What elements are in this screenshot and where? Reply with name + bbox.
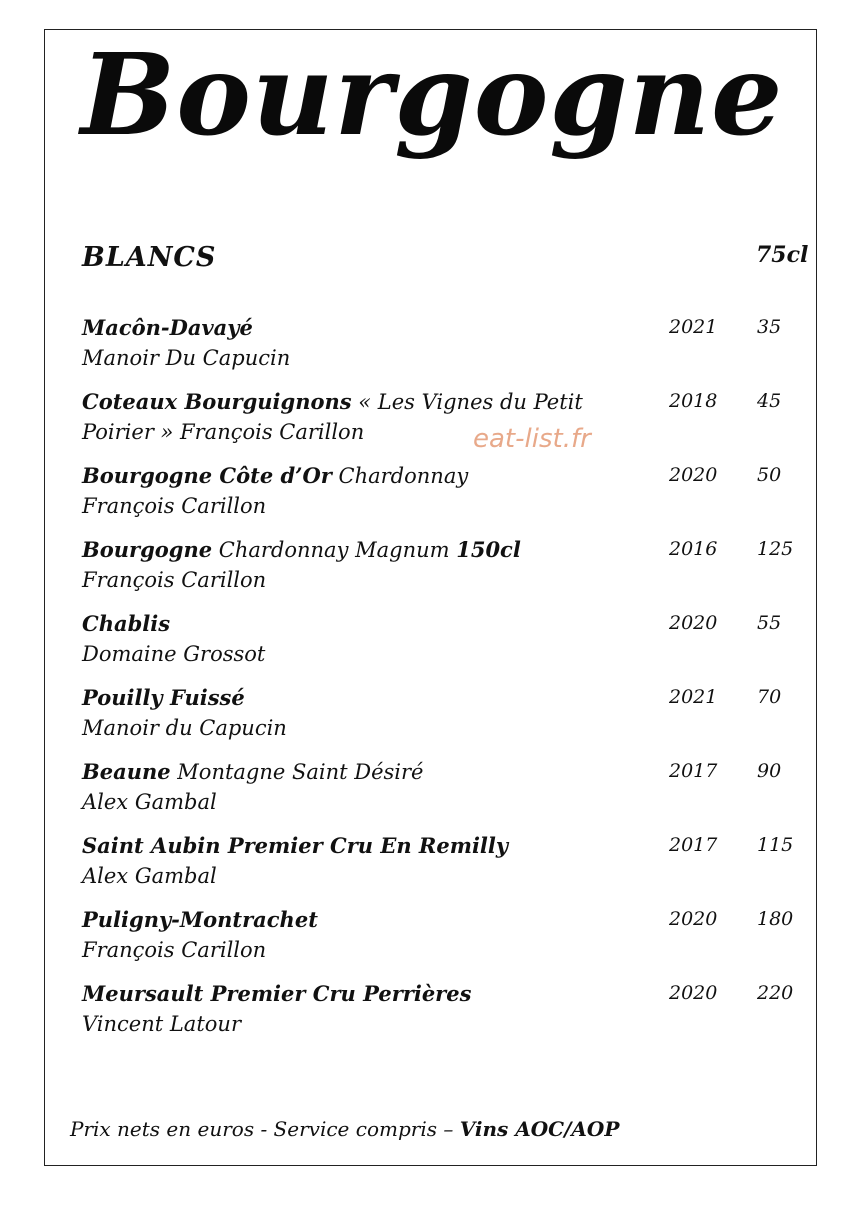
wine-name: Saint Aubin Premier Cru En Remilly bbox=[82, 833, 509, 858]
wine-name: Puligny-Montrachet bbox=[82, 907, 318, 932]
wine-producer: Poirier » François Carillon bbox=[82, 420, 365, 444]
wine-year: 2020 bbox=[669, 464, 718, 486]
wine-name: Bourgogne Côte d’Or Chardonnay bbox=[82, 463, 469, 488]
wine-name: Beaune Montagne Saint Désiré bbox=[82, 759, 424, 784]
footer-note: Prix nets en euros - Service compris – Vins AOC/AOP bbox=[70, 1117, 620, 1141]
wine-row bbox=[82, 608, 812, 678]
wine-name: Coteaux Bourguignons « Les Vignes du Petit bbox=[82, 389, 583, 414]
wine-producer: Alex Gambal bbox=[82, 790, 217, 814]
wine-row bbox=[82, 830, 812, 900]
wine-year: 2016 bbox=[669, 538, 718, 560]
size-column-label: 75cl bbox=[756, 242, 809, 268]
wine-name: Meursault Premier Cru Perrières bbox=[82, 981, 472, 1006]
wine-row bbox=[82, 534, 812, 604]
wine-name: Macôn-Davayé bbox=[82, 315, 253, 340]
wine-row bbox=[82, 904, 812, 974]
wine-year: 2018 bbox=[669, 390, 718, 412]
wine-price: 35 bbox=[757, 316, 782, 338]
wine-year: 2021 bbox=[669, 686, 718, 708]
wine-price: 220 bbox=[757, 982, 794, 1004]
wine-row bbox=[82, 978, 812, 1048]
wine-year: 2017 bbox=[669, 760, 718, 782]
section-heading: BLANCS bbox=[82, 242, 217, 273]
page-title: Bourgogne bbox=[80, 30, 784, 161]
wine-producer: Manoir Du Capucin bbox=[82, 346, 291, 370]
wine-producer: François Carillon bbox=[82, 938, 267, 962]
wine-price: 125 bbox=[757, 538, 794, 560]
wine-year: 2020 bbox=[669, 908, 718, 930]
wine-price: 180 bbox=[757, 908, 794, 930]
wine-name: Bourgogne Chardonnay Magnum 150cl bbox=[82, 537, 521, 562]
wine-year: 2017 bbox=[669, 834, 718, 856]
wine-row bbox=[82, 312, 812, 382]
wine-producer: Alex Gambal bbox=[82, 864, 217, 888]
wine-producer: François Carillon bbox=[82, 494, 267, 518]
wine-year: 2020 bbox=[669, 982, 718, 1004]
wine-year: 2020 bbox=[669, 612, 718, 634]
wine-price: 115 bbox=[757, 834, 794, 856]
wine-producer: Manoir du Capucin bbox=[82, 716, 287, 740]
wine-year: 2021 bbox=[669, 316, 718, 338]
wine-price: 45 bbox=[757, 390, 782, 412]
wine-name: Chablis bbox=[82, 611, 171, 636]
wine-price: 50 bbox=[757, 464, 782, 486]
wine-row bbox=[82, 756, 812, 826]
wine-price: 55 bbox=[757, 612, 782, 634]
wine-producer: Vincent Latour bbox=[82, 1012, 241, 1036]
wine-row bbox=[82, 460, 812, 530]
wine-row bbox=[82, 682, 812, 752]
wine-price: 90 bbox=[757, 760, 782, 782]
wine-price: 70 bbox=[757, 686, 782, 708]
wine-producer: François Carillon bbox=[82, 568, 267, 592]
watermark: eat-list.fr bbox=[473, 424, 591, 454]
wine-producer: Domaine Grossot bbox=[82, 642, 266, 666]
wine-row bbox=[82, 386, 812, 456]
wine-name: Pouilly Fuissé bbox=[82, 685, 245, 710]
